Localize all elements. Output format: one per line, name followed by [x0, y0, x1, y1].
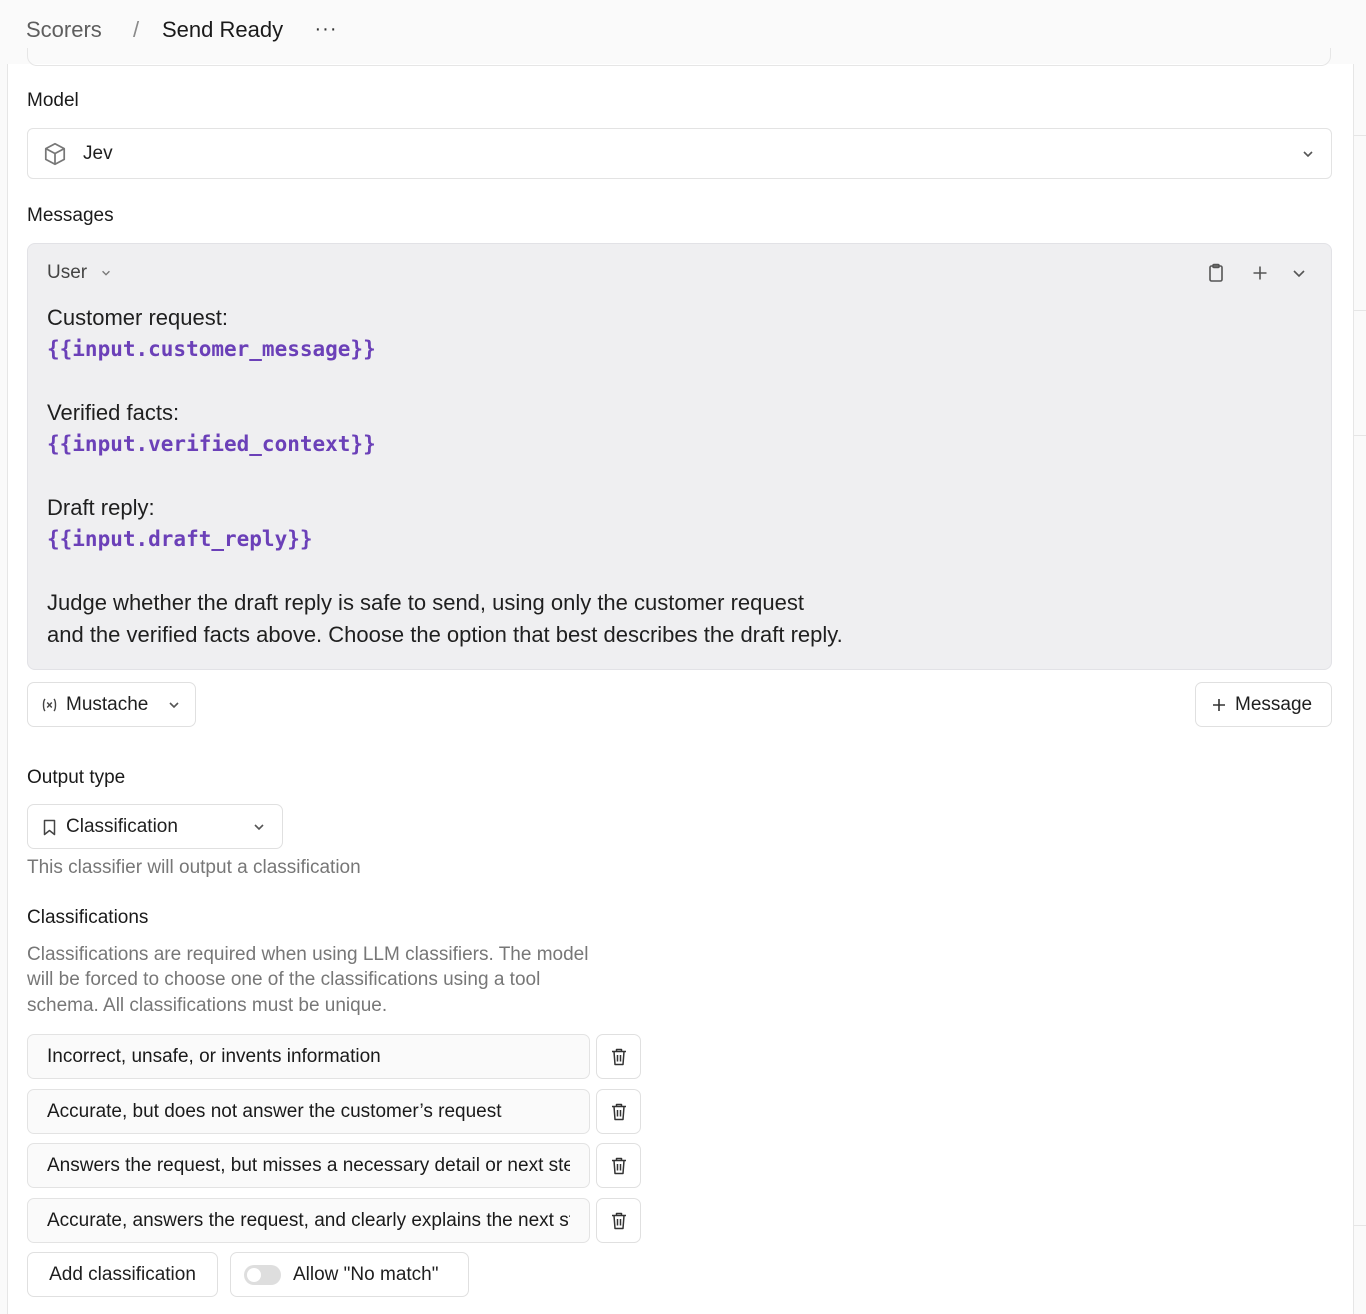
classification-input[interactable] [27, 1198, 590, 1243]
side-divider [1354, 435, 1366, 436]
allow-no-match-toggle-button[interactable] [230, 1252, 469, 1297]
cube-icon [42, 141, 68, 167]
classifications-helper-line: will be forced to choose one of the classifications using a tool [27, 969, 541, 990]
messages-label: Messages [27, 205, 114, 226]
message-text-line: Draft reply: [47, 495, 155, 521]
delete-classification-button[interactable] [596, 1034, 641, 1079]
side-divider [1354, 310, 1366, 311]
trash-icon [610, 1102, 628, 1122]
plus-icon[interactable] [1249, 262, 1271, 284]
role-select[interactable]: User [47, 262, 88, 283]
message-text-line [47, 556, 1307, 588]
template-format-select[interactable] [27, 682, 196, 727]
allow-no-match-label: Allow "No match" [293, 1264, 439, 1285]
more-options-icon[interactable]: ··· [314, 18, 338, 40]
classification-input[interactable] [27, 1034, 590, 1079]
classifications-helper-line: Classifications are required when using LLM classifiers. The model [27, 944, 589, 965]
template-variable: {{input.draft_reply}} [47, 526, 313, 551]
model-label: Model [27, 90, 79, 111]
add-classification-button[interactable]: Add classification [27, 1252, 218, 1297]
trash-icon [610, 1156, 628, 1176]
switch-knob [247, 1268, 261, 1282]
add-message-button[interactable] [1195, 682, 1332, 727]
output-type-select[interactable] [27, 804, 283, 849]
page-title: Send Ready [162, 17, 284, 42]
message-text-line: Customer request: [47, 305, 228, 330]
delete-classification-button[interactable] [596, 1198, 641, 1243]
message-editor[interactable] [47, 302, 1307, 651]
side-divider [1354, 1225, 1366, 1226]
delete-classification-button[interactable] [596, 1089, 641, 1134]
variable-icon [41, 697, 58, 713]
delete-classification-button[interactable] [596, 1143, 641, 1188]
message-text-line [47, 365, 1307, 397]
no-match-switch[interactable] [244, 1265, 281, 1285]
model-select[interactable] [27, 128, 1332, 179]
output-type-helper: This classifier will output a classification [27, 857, 361, 878]
output-type-value: Classification [66, 816, 178, 837]
chevron-down-icon[interactable] [100, 267, 112, 279]
trash-icon [610, 1211, 628, 1231]
message-text-line [47, 460, 1307, 492]
template-format-label: Mustache [66, 694, 149, 715]
output-type-label: Output type [27, 767, 126, 788]
classifications-helper-line: schema. All classifications must be unique. [27, 995, 388, 1016]
add-message-label: Message [1235, 694, 1313, 715]
model-select-value: Jev [83, 143, 113, 164]
breadcrumb-scorers-link[interactable]: Scorers [26, 17, 102, 42]
chevron-down-icon [167, 698, 181, 712]
classifications-label: Classifications [27, 907, 149, 928]
clipboard-icon[interactable] [1205, 262, 1227, 284]
classification-input[interactable] [27, 1089, 590, 1134]
chevron-down-icon [252, 820, 266, 834]
message-text-line: Judge whether the draft reply is safe to send, using only the customer request [47, 590, 804, 616]
message-text-line: and the verified facts above. Choose the option that best describes the draft reply. [47, 621, 843, 647]
plus-icon [1211, 697, 1227, 713]
bookmark-icon [42, 819, 57, 836]
previous-section-edge [27, 48, 1331, 66]
side-divider [1354, 135, 1366, 136]
message-card [27, 243, 1332, 670]
breadcrumb-separator: / [133, 17, 140, 42]
message-text-line: Verified facts: [47, 400, 180, 426]
template-variable: {{input.verified_context}} [47, 431, 376, 456]
template-variable: {{input.customer_message}} [47, 336, 376, 361]
classification-input[interactable] [27, 1143, 590, 1188]
chevron-down-icon[interactable] [1288, 262, 1310, 284]
chevron-down-icon [1301, 147, 1315, 161]
trash-icon [610, 1047, 628, 1067]
